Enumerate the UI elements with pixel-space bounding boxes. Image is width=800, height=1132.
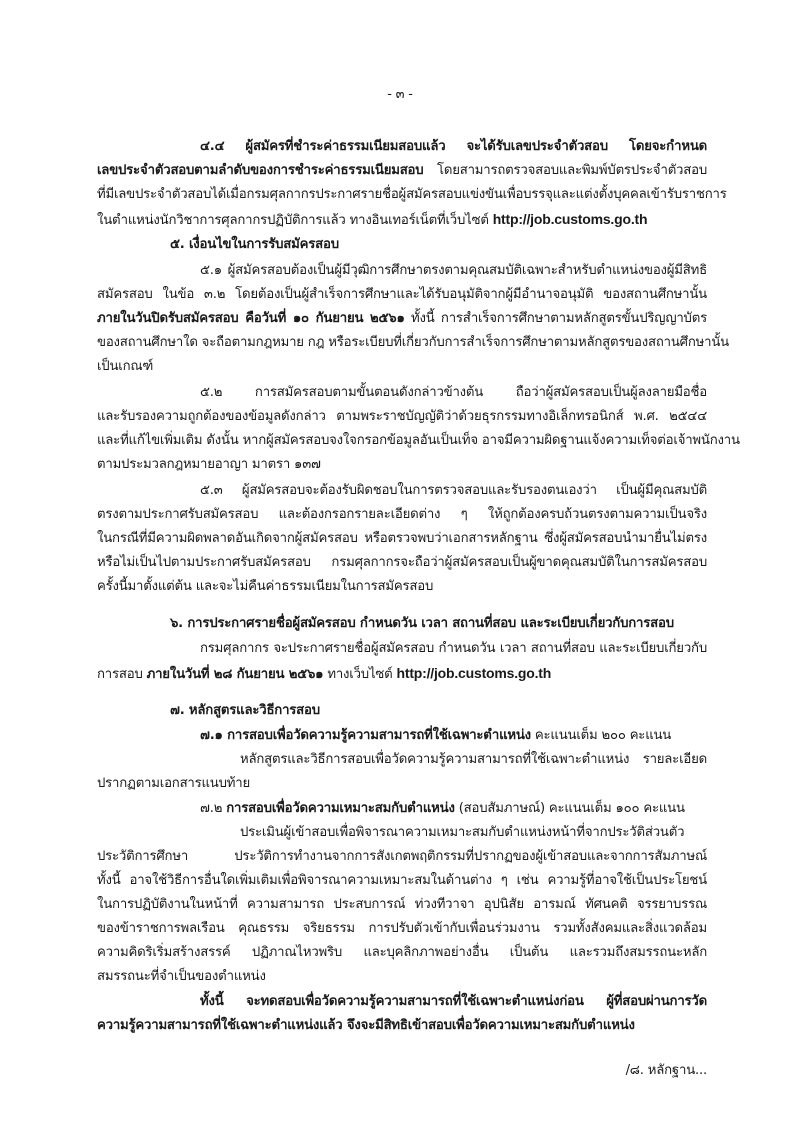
s5-2-line-3: และที่แก้ไขเพิ่มเติม ดังนั้น หากผู้สมัครสอบจงใจกรอกข้อมูลอันเป็นเท็จ อาจมีความผิดฐานแจ้งความเท็จต่อเจ้าพนักงาน (97, 433, 740, 448)
s6-line-1: กรมศุลกากร จะประกาศรายชื่อผู้สมัครสอบ กำหนดวัน เวลา สถานที่สอบ และระเบียบเกี่ยวกับ (200, 641, 707, 656)
s5-3-line-5: ครั้งนี้มาตั้งแต่ต้น และจะไม่คืนค่าธรรมเนียมในการสมัครสอบ (97, 579, 434, 594)
s5-2-line-2: และรับรองความถูกต้องของข้อมูลดังกล่าว ตามพระราชบัญญัติว่าด้วยธุรกรรมทางอิเล็กทรอนิกส์ พ.ศ. ๒๕๔๔ (97, 409, 707, 424)
s5-3-line-2: ตรงตามประกาศรับสมัครสอบ และต้องกรอกรายละเอียดต่าง ๆ ให้ถูกต้องครบถ้วนตรงตามความเป็นจริง (97, 507, 707, 522)
s6-heading: ๖. การประกาศรายชื่อผู้สมัครสอบ กำหนดวัน เวลา สถานที่สอบ และระเบียบเกี่ยวกับการสอบ (170, 616, 674, 631)
job-url-link[interactable]: http://job.customs.go.th (492, 211, 648, 227)
s7-2-line-8: สมรรถนะที่จำเป็นของตำแหน่ง (97, 969, 266, 984)
s4-4-line-4: ในตำแหน่งนักวิชาการศุลกากรปฏิบัติการแล้ว ทางอินเทอร์เน็ตที่เว็บไซต์ http://job.customs.go.th (97, 211, 648, 228)
s7-note-line-1: ทั้งนี้ จะทดสอบเพื่อวัดความรู้ความสามารถที่ใช้เฉพาะตำแหน่งก่อน ผู้ที่สอบผ่านการวัด (200, 994, 707, 1009)
s7-heading: ๗. หลักสูตรและวิธีการสอบ (170, 703, 320, 718)
s5-heading: ๕. เงื่อนไขในการรับสมัครสอบ (170, 237, 339, 252)
s7-2-line-6: ของข้าราชการพลเรือน คุณธรรม จริยธรรม การปรับตัวเข้ากับเพื่อนร่วมงาน รวมทั้งสังคมและสิ่งแวดล้อม (97, 921, 707, 936)
s7-2-line-1: ๗.๒ การสอบเพื่อวัดความเหมาะสมกับตำแหน่ง (สอบสัมภาษณ์) คะแนนเต็ม ๑๐๐ คะแนน (200, 801, 685, 816)
s7-1-line-2: หลักสูตรและวิธีการสอบเพื่อวัดความรู้ความสามารถที่ใช้เฉพาะตำแหน่ง รายละเอียด (240, 752, 707, 767)
s5-3-line-1: ๕.๓ ผู้สมัครสอบจะต้องรับผิดชอบในการตรวจสอบและรับรองตนเองว่า เป็นผู้มีคุณสมบัติ (200, 483, 707, 498)
s7-2-line-7: ความคิดริเริ่มสร้างสรรค์ ปฏิภาณไหวพริบ และบุคลิกภาพอย่างอื่น เป็นต้น และรวมถึงสมรรถนะหลัก (97, 945, 707, 960)
s5-2-line-1: ๕.๒ การสมัครสอบตามขั้นตอนดังกล่าวข้างต้น ถือว่าผู้สมัครสอบเป็นผู้ลงลายมือชื่อ (200, 385, 707, 400)
s7-2-line-4: ทั้งนี้ อาจใช้วิธีการอื่นใดเพิ่มเติมเพื่อพิจารณาความเหมาะสมในด้านต่าง ๆ เช่น ความรู้ที่อาจใช้เป็นประโยชน์ (97, 873, 707, 888)
s5-3-line-4: หรือไม่เป็นไปตามประกาศรับสมัครสอบ กรมศุลกากรจะถือว่าผู้สมัครสอบเป็นผู้ขาดคุณสมบัติในการสมัครสอบ (97, 555, 707, 570)
s5-2-line-4: ตามประมวลกฎหมายอาญา มาตรา ๑๓๗ (97, 457, 321, 472)
s4-4-line-2: เลขประจำตัวสอบตามลำดับของการชำระค่าธรรมเนียมสอบ โดยสามารถตรวจสอบและพิมพ์บัตรประจำตัวสอบ (97, 163, 707, 178)
s4-4-line-1: ๔.๔ ผู้สมัครที่ชำระค่าธรรมเนียมสอบแล้ว จะได้รับเลขประจำตัวสอบ โดยจะกำหนด (200, 139, 707, 154)
s5-1-line-2: สมัครสอบ ในข้อ ๓.๒ โดยต้องเป็นผู้สำเร็จการศึกษาและได้รับอนุมัติจากผู้มีอำนาจอนุมัติ ของสถานศึกษานั้น (97, 287, 707, 302)
job-url-link-2[interactable]: http://job.customs.go.th (396, 665, 552, 681)
s7-note-line-2: ความรู้ความสามารถที่ใช้เฉพาะตำแหน่งแล้ว จึงจะมีสิทธิเข้าสอบเพื่อวัดความเหมาะสมกับตำแหน่ง (97, 1018, 635, 1033)
s5-3-line-3: ในกรณีที่มีความผิดพลาดอันเกิดจากผู้สมัครสอบ หรือตรวจพบว่าเอกสารหลักฐาน ซึ่งผู้สมัครสอบนำมายื่นไม่ตรง (97, 531, 707, 546)
s5-1-line-4: ของสถานศึกษาใด จะถือตามกฎหมาย กฎ หรือระเบียบที่เกี่ยวกับการสำเร็จการศึกษาตามหลักสูตรของสถานศึกษานั้น (97, 335, 729, 350)
s7-1-line-1: ๗.๑ การสอบเพื่อวัดความรู้ความสามารถที่ใช้เฉพาะตำแหน่ง คะแนนเต็ม ๒๐๐ คะแนน (200, 728, 672, 743)
s5-1-line-3: ภายในวันปิดรับสมัครสอบ คือวันที่ ๑๐ กันยายน ๒๕๖๑ ทั้งนี้ การสำเร็จการศึกษาตามหลักสูตรขั้นปริญญาบัตร (97, 311, 707, 326)
s4-4-line-3: ที่มีเลขประจำตัวสอบได้เมื่อกรมศุลกากรประกาศรายชื่อผู้สมัครสอบแข่งขันเพื่อบรรจุและแต่งตั้งบุคคลเข้ารับราชการ (97, 187, 727, 202)
s7-2-line-3: ประวัติการศึกษา ประวัติการทำงานจากการสังเกตพฤติกรรมที่ปรากฏของผู้เข้าสอบและจากการสัมภาษณ์ (97, 849, 707, 864)
s7-2-line-5: ในการปฏิบัติงานในหน้าที่ ความสามารถ ประสบการณ์ ท่วงทีวาจา อุปนิสัย อารมณ์ ทัศนคติ จรรยาบรรณ (97, 897, 707, 912)
s5-1-line-5: เป็นเกณฑ์ (97, 359, 154, 374)
continuation-marker: /๘. หลักฐาน... (625, 1063, 707, 1078)
s6-line-2: การสอบ ภายในวันที่ ๒๘ กันยายน ๒๕๖๑ ทางเว็บไซต์ http://job.customs.go.th (97, 665, 552, 682)
s5-1-line-1: ๕.๑ ผู้สมัครสอบต้องเป็นผู้มีวุฒิการศึกษาตรงตามคุณสมบัติเฉพาะสำหรับตำแหน่งของผู้มีสิทธิ (200, 263, 707, 278)
s7-2-line-2: ประเมินผู้เข้าสอบเพื่อพิจารณาความเหมาะสมกับตำแหน่งหน้าที่จากประวัติส่วนตัว (240, 825, 685, 840)
s7-1-line-3: ปรากฏตามเอกสารแนบท้าย (97, 776, 251, 791)
page-number: - ๓ - (387, 87, 413, 102)
